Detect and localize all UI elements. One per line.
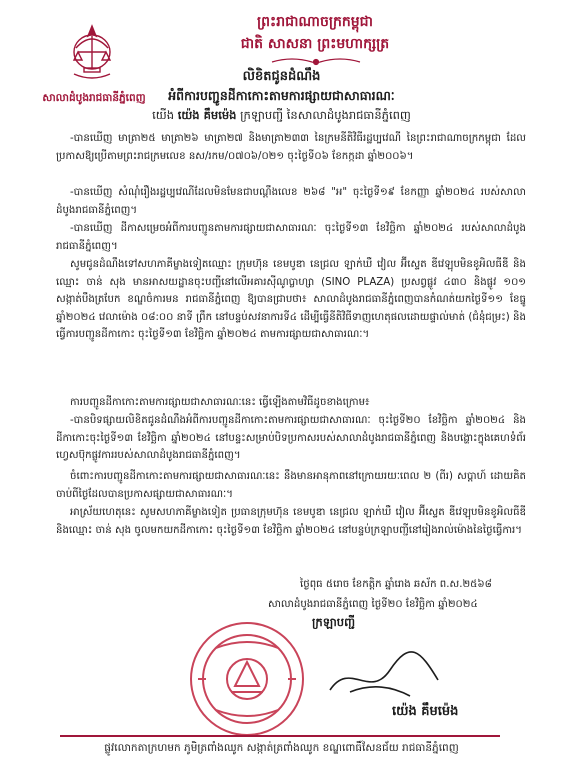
paragraph-notice: សូមជូនដំណឹងទៅសហភាគីម្ខាងទៀតឈ្មោះ ក្រុមហ៊ុន ខេមបូឌា នេជ្រល ឡាក់ឃឺ វៀល អ៊ីស្ទេត ឌីវេឡុបមិនខូអិលធីឌី និងឈ្មោះ ចាន់ សុង មានអាសយដ្ឋានចុះបញ្ជីនៅលើអគារស៊ីណូប្លាហ្សា (SINO PLAZA) ប្រសព្វផ្លូវ ៤៣០ និងផ្លូវ ១០១ សង្កាត់បឹងត្របែក ខណ្ឌចំការមន រាជធានីភ្នំពេញ ឱ្យបានជ្រាបថា៖ សាលាដំបូងរាជធានីភ្នំពេញបានកំណត់យកថ្ងៃទី១១ ខែធ្នូ ឆ្នាំ២០២៤ វេលាម៉ោង ០៨:០០ នាទី ព្រឹក នៅបន្ទប់សវនាការទី៤ ដើម្បីធ្វើនីតិវិធីទាញហេតុផលដោយផ្ទាល់មាត់ (ជំនុំជម្រះ) និងធ្វើការបញ្ជូនដីកាកោះ ចុះថ្ងៃទី១៣ ខែវិច្ឆិកា ឆ្នាំ២០២៤ តាមការផ្សាយជាសាធារណៈ។ (56, 259, 526, 340)
signature-icon (320, 640, 450, 710)
issuer-name: យ៉េង គឹមម៉េង (177, 108, 237, 122)
court-seal-icon (186, 618, 308, 740)
paragraph-conclusion: អាស្រ័យហេតុនេះ សូមសហភាគីម្ខាងទៀត ប្រធានក្រុមហ៊ុន ខេមបូឌា នេជ្រល ឡាក់ឃឺ វៀល អ៊ីស្ទេត ឌីវេឡុបមិនខូអិលធីឌី និងឈ្មោះ ចាន់ សុង ចូលមកយកដីកាកោះ ចុះថ្ងៃទី១៣ ខែវិច្ឆិកា ឆ្នាំ២០២៤ នៅបន្ទប់ក្រឡាបញ្ជីនៅរៀងរាល់ម៉ោងនៃថ្ងៃធ្វើការ។ (56, 507, 526, 536)
signatory-title: ក្រឡាបញ្ជី (312, 615, 356, 629)
paragraph-method-posting: -បានបិទផ្សាយលិខិតជូនដំណឹងអំពីការបញ្ជូនដីកាកោះតាមការផ្សាយជាសាធារណៈ ចុះថ្ងៃទី២០ ខែវិច្ឆិកា ឆ្នាំ២០២៤ និងដីកាកោះចុះថ្ងៃទី១៣ ខែវិច្ឆិកា ឆ្នាំ២០២៤ នៅបន្ទះសម្រាប់បិទប្រកាសរបស់សាលាដំបូងរាជធានីភ្នំពេញ និងបង្ហោះក្នុងគេហទំព័រហ្វេសប៊ុកផ្លូវការរបស់សាលាដំបូងរាជធានីភ្នំពេញ។ (56, 415, 526, 461)
solar-date: សាលាដំបូងរាជធានីភ្នំពេញ ថ្ងៃទី២០ ខែវិច្ឆិកា ឆ្នាំ២០២៤ (268, 599, 478, 610)
paragraph-effect: ចំពោះការបញ្ជូនដីកាកោះតាមការផ្សាយជាសាធារណៈនេះ នឹងមានអានុភាពនៅក្រោយរយៈពេល ២ (ពីរ) សប្ដាហ៍ ដោយគិតចាប់ពីថ្ងៃដែលបានប្រកាសផ្សាយជាសាធារណៈ។ (56, 471, 526, 500)
national-motto: ជាតិ សាសនា ព្រះមហាក្សត្រ (240, 36, 390, 52)
document-title: លិខិតជូនដំណឹង (242, 69, 321, 84)
court-name: សាលាដំបូងរាជធានីភ្នំពេញ (42, 92, 146, 104)
paragraph-legal-basis: -បានឃើញ មាត្រា២៥ មាត្រា២៦ មាត្រា២៧ និងមាត្រា២៣៣ នៃក្រមនីតិវិធីរដ្ឋប្បវេណី នៃព្រះរាជាណាចក្រកម្ពុជា ដែលប្រកាសឱ្យប្រើតាមព្រះរាជក្រមលេខ នស/រកម/០៧០៦/០២១ ចុះថ្ងៃទី០៦ ខែកក្កដា ឆ្នាំ២០០៦។ (56, 133, 526, 162)
issuer-prefix: យើង (152, 108, 175, 122)
lunar-date: ថ្ងៃពុធ ៥រោច ខែកត្តិក ឆ្នាំរោង ឆស័ក ព.ស.២៥៦៨ (300, 579, 492, 590)
ornament-divider-icon (268, 56, 364, 68)
footer-divider (60, 735, 500, 737)
footer-address: ផ្លូវលោកតាក្រហមក ភូមិត្រពាំងឈូក សង្កាត់ត្រពាំងឈូក ខណ្ឌពោធិ៍សែនជ័យ រាជធានីភ្នំពេញ (104, 742, 459, 754)
issuer-line (0, 108, 563, 125)
signatory-name: យ៉េង គឹមម៉េង (392, 704, 459, 719)
issuer-suffix: ក្រឡាបញ្ជី នៃសាលាដំបូងរាជធានីភ្នំពេញ (240, 108, 411, 122)
kingdom-title: ព្រះរាជាណាចក្រកម្ពុជា (256, 14, 373, 30)
paragraph-method-intro: ការបញ្ជូនដីកាកោះតាមការផ្សាយជាសាធារណៈនេះ ធ្វើឡើងតាមវិធីដូចខាងក្រោម៖ (70, 397, 370, 408)
document-subject: អំពីការបញ្ជូនដីកាកោះតាមការផ្សាយជាសាធារណៈ (168, 88, 395, 103)
paragraph-case-file: -បានឃើញ សំណុំរឿងរដ្ឋប្បវេណីដែលមិនមែនជាបណ្ដឹងលេខ ២៦៨ "អ" ចុះថ្ងៃទី១៩ ខែកញ្ញា ឆ្នាំ២០២៤ របស់សាលាដំបូងរាជធានីភ្នំពេញ។ (56, 187, 526, 216)
paragraph-decision: -បានឃើញ ដីកាសម្រេចអំពីការបញ្ជូនតាមការផ្សាយជាសាធារណៈ ចុះថ្ងៃទី១៣ ខែវិច្ឆិកា ឆ្នាំ២០២៤ របស់សាលាដំបូងរាជធានីភ្នំពេញ។ (56, 223, 526, 252)
